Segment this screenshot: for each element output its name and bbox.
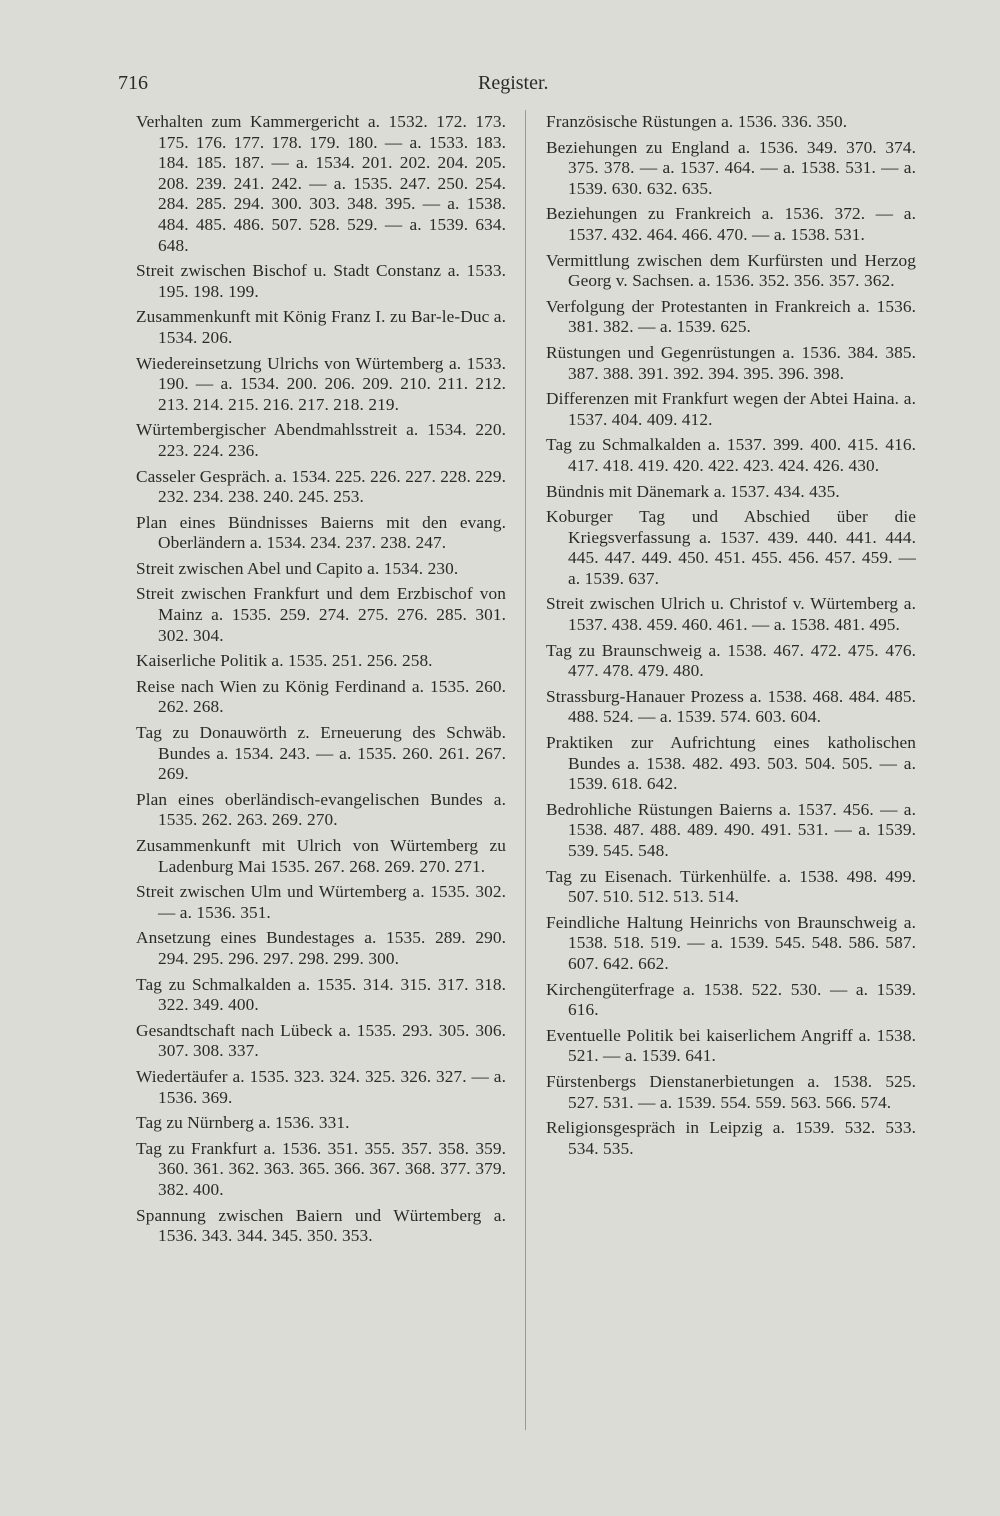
- index-entry: Reise nach Wien zu König Ferdinand a. 1535. 260. 262. 268.: [136, 676, 506, 717]
- index-entry: Zusammenkunft mit Ulrich von Würtemberg zu Ladenburg Mai 1535. 267. 268. 269. 270. 271.: [136, 836, 506, 876]
- index-entry: Plan eines oberländisch-evangelischen Bundes a. 1535. 262. 263. 269. 270.: [136, 789, 506, 830]
- index-entry: Streit zwischen Ulrich u. Christof v. Würtemberg a. 1537. 438. 459. 460. 461. — a. 1538. 481. 495.: [546, 594, 916, 635]
- index-entry: Praktiken zur Aufrichtung eines katholischen Bundes a. 1538. 482. 493. 503. 504. 505. — a. 1539. 618. 642.: [546, 733, 916, 794]
- index-entry: Wiedertäufer a. 1535. 323. 324. 325. 326. 327. — a. 1536. 369.: [136, 1066, 506, 1107]
- index-entry: Streit zwischen Abel und Capito a. 1534. 230.: [136, 558, 459, 578]
- index-entry: Religionsgespräch in Leipzig a. 1539. 532. 533. 534. 535.: [546, 1118, 916, 1158]
- index-entry: Streit zwischen Frankfurt und dem Erzbischof von Mainz a. 1535. 259. 274. 275. 276. 285. 301. 302. 304.: [136, 584, 506, 645]
- index-entry: Verhalten zum Kammergericht a. 1532. 172. 173. 175. 176. 177. 178. 179. 180. — a. 1533. 183. 184. 185. 187. — a. 1534. 201. 202. 204. 205. 208. 239. 241. 242. — a. 1535. 247. 250. 254. 284. 285. 294. 300. 303. 348. 395. — a. 1538. 484. 485. 486. 507. 528. 529. — a. 1539. 634. 648.: [136, 112, 506, 255]
- index-entry: Plan eines Bündnisses Baierns mit den evang. Oberländern a. 1534. 234. 237. 238. 247.: [136, 512, 506, 553]
- index-entry: Verfolgung der Protestanten in Frankreich a. 1536. 381. 382. — a. 1539. 625.: [546, 296, 916, 337]
- index-entry: Tag zu Schmalkalden a. 1537. 399. 400. 415. 416. 417. 418. 419. 420. 422. 423. 424. 426. 430.: [546, 435, 916, 475]
- index-entry: Tag zu Frankfurt a. 1536. 351. 355. 357. 358. 359. 360. 361. 362. 363. 365. 366. 367. 368. 377. 379. 382. 400.: [136, 1138, 506, 1199]
- index-entry: Tag zu Eisenach. Türkenhülfe. a. 1538. 498. 499. 507. 510. 512. 513. 514.: [546, 866, 916, 907]
- index-entry: Spannung zwischen Baiern und Würtemberg a. 1536. 343. 344. 345. 350. 353.: [136, 1205, 506, 1246]
- index-entry: Koburger Tag und Abschied über die Kriegsverfassung a. 1537. 439. 440. 441. 444. 445. 447. 449. 450. 451. 455. 456. 457. 459. — a. 1539. 637.: [546, 507, 916, 588]
- index-entry: Fürstenbergs Dienstanerbietungen a. 1538. 525. 527. 531. — a. 1539. 554. 559. 563. 566. 574.: [546, 1071, 916, 1112]
- index-entry: Tag zu Braunschweig a. 1538. 467. 472. 475. 476. 477. 478. 479. 480.: [546, 640, 916, 681]
- index-entry: Beziehungen zu England a. 1536. 349. 370. 374. 375. 378. — a. 1537. 464. — a. 1538. 531. — a. 1539. 630. 632. 635.: [546, 137, 916, 198]
- index-entry: Bündnis mit Dänemark a. 1537. 434. 435.: [546, 481, 840, 501]
- index-entry: Rüstungen und Gegenrüstungen a. 1536. 384. 385. 387. 388. 391. 392. 394. 395. 396. 398.: [546, 342, 916, 383]
- index-column-left: [136, 112, 506, 1252]
- index-column-right: [546, 112, 916, 1164]
- index-entry: Gesandtschaft nach Lübeck a. 1535. 293. 305. 306. 307. 308. 337.: [136, 1020, 506, 1061]
- index-entry: Tag zu Donauwörth z. Erneuerung des Schwäb. Bundes a. 1534. 243. — a. 1535. 260. 261. 267. 269.: [136, 723, 506, 784]
- index-entry: Vermittlung zwischen dem Kurfürsten und Herzog Georg v. Sachsen. a. 1536. 352. 356. 357. 362.: [546, 250, 916, 291]
- index-entry: Französische Rüstungen a. 1536. 336. 350.: [546, 112, 848, 131]
- running-head: Register.: [478, 72, 549, 94]
- index-entry: Differenzen mit Frankfurt wegen der Abtei Haina. a. 1537. 404. 409. 412.: [546, 389, 916, 429]
- index-entry: Tag zu Schmalkalden a. 1535. 314. 315. 317. 318. 322. 349. 400.: [136, 974, 506, 1015]
- index-entry: Strassburg-Hanauer Prozess a. 1538. 468. 484. 485. 488. 524. — a. 1539. 574. 603. 604.: [546, 686, 916, 727]
- index-entry: Zusammenkunft mit König Franz I. zu Bar-le-Duc a. 1534. 206.: [136, 307, 506, 347]
- index-entry: Kaiserliche Politik a. 1535. 251. 256. 258.: [136, 651, 433, 671]
- column-divider: [525, 110, 526, 1430]
- index-entry: Casseler Gespräch. a. 1534. 225. 226. 227. 228. 229. 232. 234. 238. 240. 245. 253.: [136, 466, 506, 507]
- index-entry: Streit zwischen Ulm und Würtemberg a. 1535. 302. — a. 1536. 351.: [136, 882, 506, 922]
- index-entry: Eventuelle Politik bei kaiserlichem Angriff a. 1538. 521. — a. 1539. 641.: [546, 1025, 916, 1066]
- index-entry: Ansetzung eines Bundestages a. 1535. 289. 290. 294. 295. 296. 297. 298. 299. 300.: [136, 928, 506, 968]
- index-entry: Streit zwischen Bischof u. Stadt Constanz a. 1533. 195. 198. 199.: [136, 261, 506, 301]
- index-entry: Tag zu Nürnberg a. 1536. 331.: [136, 1113, 350, 1133]
- index-entry: Bedrohliche Rüstungen Baierns a. 1537. 456. — a. 1538. 487. 488. 489. 490. 491. 531. — a. 1539. 539. 545. 548.: [546, 799, 916, 860]
- page-number: 716: [118, 72, 148, 94]
- index-entry: Beziehungen zu Frankreich a. 1536. 372. — a. 1537. 432. 464. 466. 470. — a. 1538. 531.: [546, 204, 916, 244]
- index-entry: Kirchengüterfrage a. 1538. 522. 530. — a. 1539. 616.: [546, 979, 916, 1020]
- index-entry: Wiedereinsetzung Ulrichs von Würtemberg a. 1533. 190. — a. 1534. 200. 206. 209. 210. 211. 212. 213. 214. 215. 216. 217. 218. 219.: [136, 353, 506, 414]
- index-entry: Würtembergischer Abendmahlsstreit a. 1534. 220. 223. 224. 236.: [136, 420, 506, 460]
- index-entry: Feindliche Haltung Heinrichs von Braunschweig a. 1538. 518. 519. — a. 1539. 545. 548. 586. 587. 607. 642. 662.: [546, 912, 916, 973]
